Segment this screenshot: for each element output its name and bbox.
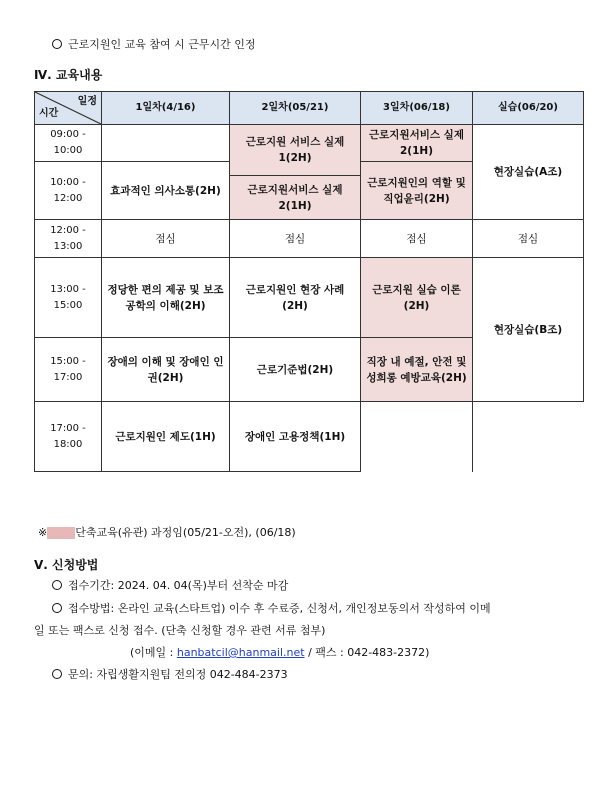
- circle-bullet-icon: [52, 603, 62, 613]
- header-day2: 2일차(05/21): [230, 92, 361, 125]
- header-day3: 3일차(06/18): [361, 92, 473, 125]
- circle-bullet-icon: [52, 39, 62, 49]
- schedule-table: [34, 91, 584, 472]
- corner-label-schedule: 일정: [77, 96, 97, 107]
- empty-cell: [361, 402, 473, 472]
- inquiry-text: 문의: 자립생활지원팀 전의정 042-484-2373: [68, 668, 288, 681]
- time-cell: 15:00 - 17:00: [35, 338, 102, 402]
- time-cell: 12:00 - 13:00: [35, 220, 102, 258]
- cell-lunch: 점심: [473, 220, 584, 258]
- note-line: [38, 524, 296, 540]
- contact-email-label: (이메일 :: [130, 646, 174, 659]
- intro-bullet-text: 근로지원인 교육 참여 시 근무시간 인정: [68, 38, 256, 51]
- cell-d1-communication: 효과적인 의사소통(2H): [102, 162, 230, 220]
- section4-title: Ⅳ. 교육내용: [34, 68, 103, 82]
- intro-bullet-line: [52, 36, 256, 52]
- cell-lunch: 점심: [230, 220, 361, 258]
- inquiry-line: [52, 666, 288, 682]
- header-practice: 실습(06/20): [473, 92, 584, 125]
- cell-practice-a: 현장실습(A조): [473, 125, 584, 220]
- apply-period-line: [52, 577, 288, 593]
- table-header-row: [35, 92, 584, 125]
- apply-period-text: 접수기간: 2024. 04. 04(목)부터 선착순 마감: [68, 579, 289, 592]
- header-day1: 1일차(4/16): [102, 92, 230, 125]
- corner-label-time: 시간: [39, 108, 59, 119]
- table-row: [35, 402, 584, 472]
- circle-bullet-icon: [52, 669, 62, 679]
- cell-d2-case: 근로지원인 현장 사례(2H): [230, 258, 361, 338]
- cell-d1-disability: 장애의 이해 및 장애인 인권(2H): [102, 338, 230, 402]
- apply-method-text-1: 접수방법: 온라인 교육(스타트업) 이수 후 수료증, 신청서, 개인정보동의서 작성하여 이메: [68, 602, 491, 615]
- note-text: 단축교육(유관) 과정임(05/21-오전), (06/18): [75, 526, 296, 539]
- cell-lunch: 점심: [102, 220, 230, 258]
- contact-line: [130, 644, 429, 660]
- cell-d2-service2: 근로지원서비스 실제 2(1H): [230, 176, 361, 220]
- cell-d3-theory: 근로지원 실습 이론(2H): [361, 258, 473, 338]
- cell-practice-b: 현장실습(B조): [473, 258, 584, 402]
- table-row: [35, 125, 584, 162]
- cell-d2-labor: 근로기준법(2H): [230, 338, 361, 402]
- cell-d2-service1: 근로지원 서비스 실제1(2H): [230, 125, 361, 176]
- pink-legend-swatch: [47, 527, 75, 539]
- table-row: [35, 258, 584, 338]
- circle-bullet-icon: [52, 580, 62, 590]
- cell-d1-system: 근로지원인 제도(1H): [102, 402, 230, 472]
- time-cell: 09:00 - 10:00: [35, 125, 102, 162]
- contact-fax: / 팩스 : 042-483-2372): [308, 646, 430, 659]
- time-cell: 10:00 - 12:00: [35, 162, 102, 220]
- empty-cell: [102, 125, 230, 162]
- note-prefix: ※: [38, 526, 48, 539]
- cell-d1-accommodation: 정당한 편의 제공 및 보조공학의 이해(2H): [102, 258, 230, 338]
- empty-cell: [473, 402, 584, 472]
- cell-d3-role: 근로지원인의 역할 및 직업윤리(2H): [361, 162, 473, 220]
- contact-email-link[interactable]: hanbatcil@hanmail.net: [176, 646, 305, 659]
- table-corner-cell: [35, 92, 102, 125]
- cell-d3-service2: 근로지원서비스 실제 2(1H): [361, 125, 473, 162]
- apply-method-text-2: 일 또는 팩스로 신청 접수. (단축 신청할 경우 관련 서류 첨부): [34, 624, 326, 637]
- cell-d3-etiquette: 직장 내 예절, 안전 및 성희롱 예방교육(2H): [361, 338, 473, 402]
- cell-lunch: 점심: [361, 220, 473, 258]
- table-row: [35, 220, 584, 258]
- apply-method-line: [52, 600, 491, 616]
- cell-d2-policy: 장애인 고용정책(1H): [230, 402, 361, 472]
- time-cell: 17:00 - 18:00: [35, 402, 102, 472]
- section5-title: Ⅴ. 신청방법: [34, 558, 99, 572]
- time-cell: 13:00 - 15:00: [35, 258, 102, 338]
